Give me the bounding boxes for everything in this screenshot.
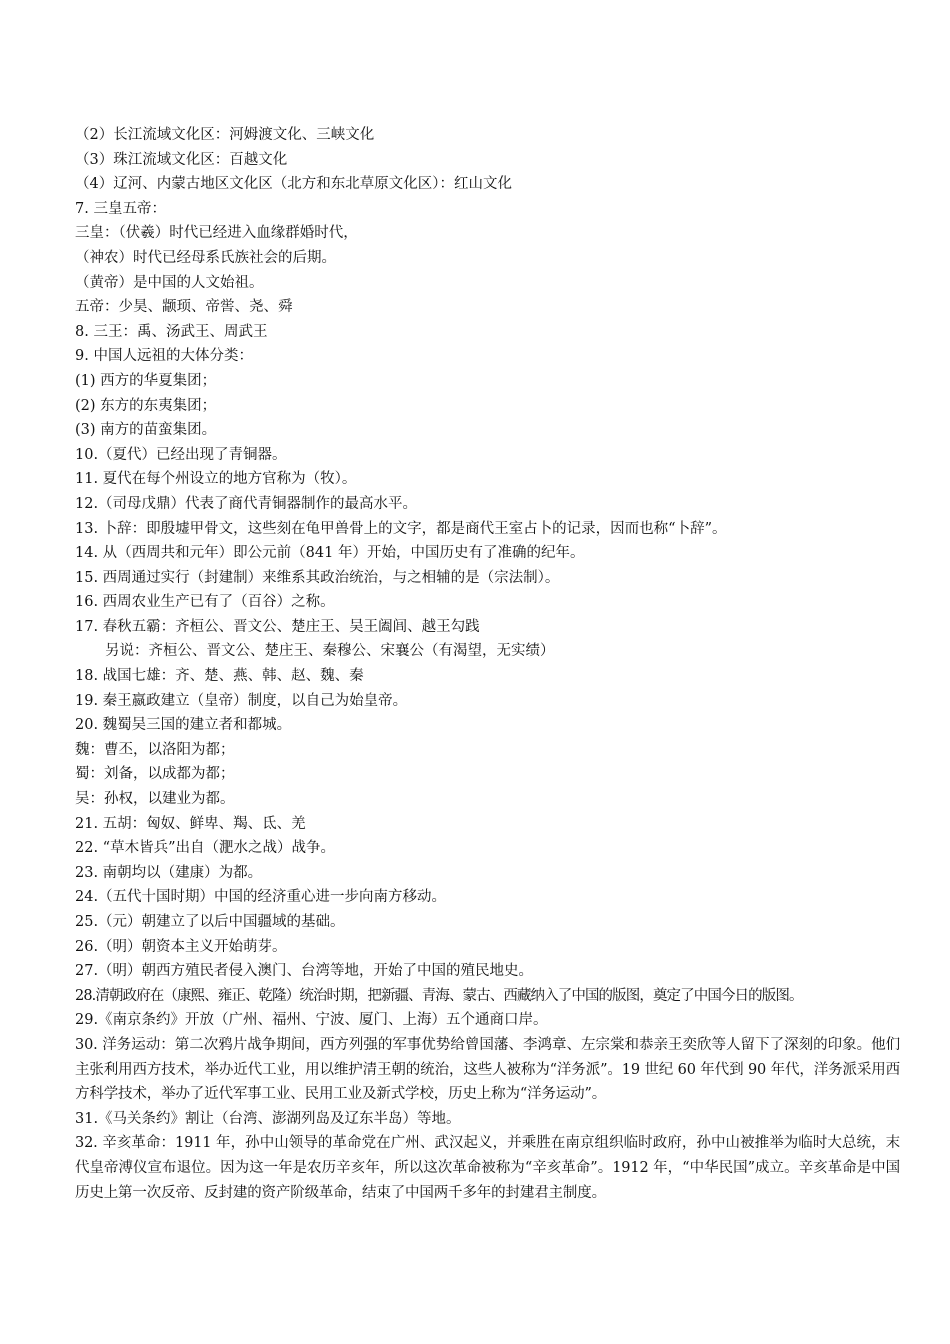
text-line-indented: 另说：齐桓公、晋文公、楚庄王、秦穆公、宋襄公（有渴望，无实绩）: [105, 643, 555, 660]
section-heading: 17. 春秋五霸：齐桓公、晋文公、楚庄王、吴王阖闾、越王勾践: [75, 618, 480, 635]
section-heading: 31.《马关条约》割让（台湾、澎湖列岛及辽东半岛）等地。: [75, 1110, 461, 1127]
text-line: （3）珠江流域文化区：百越文化: [75, 151, 288, 168]
list-item: (3) 南方的苗蛮集团。: [75, 422, 217, 439]
section-heading: 9. 中国人远祖的大体分类：: [75, 348, 253, 365]
section-heading: 14. 从（西周共和元年）即公元前（841 年）开始，中国历史有了准确的纪年。: [75, 545, 585, 562]
section-heading: 13. 卜辞：即殷墟甲骨文，这些刻在龟甲兽骨上的文字，都是商代王室占卜的记录，因而也称“卜辞”。: [75, 520, 727, 537]
document-page: [75, 123, 900, 1205]
text-line: 三皇：（伏羲）时代已经进入血缘群婚时代，: [75, 225, 358, 242]
section-heading: 16. 西周农业生产已有了（百谷）之称。: [75, 594, 335, 611]
section-heading: 25.（元）朝建立了以后中国疆域的基础。: [75, 914, 345, 930]
text-line: 五帝：少昊、颛顼、帝喾、尧、舜: [75, 299, 293, 316]
paragraph-xinhai-revolution: 32. 辛亥革命：1911 年，孙中山领导的革命党在广州、武汉起义，并乘胜在南京组织临时政府，孙中山被推举为临时大总统，末代皇帝溥仪宣布退位。因为这一年是农历辛亥年，所以这次革命被称为“辛亥革命”。1912 年，“中华民国”成立。辛亥革命是中国历史上第一次反帝、反封建的资产阶级革命，结束了中国两千多年的封建君主制度。: [75, 1135, 900, 1201]
section-heading: 10.（夏代）已经出现了青铜器。: [75, 446, 287, 463]
text-line: 吴：孙权，以建业为都。: [75, 791, 235, 808]
section-heading: 15. 西周通过实行（封建制）来维系其政治统治，与之相辅的是（宗法制）。: [75, 569, 560, 586]
section-heading: 11. 夏代在每个州设立的地方官称为（牧）。: [75, 471, 357, 488]
section-heading: 24.（五代十国时期）中国的经济重心进一步向南方移动。: [75, 889, 447, 906]
section-heading: 27.（明）朝西方殖民者侵入澳门、台湾等地，开始了中国的殖民地史。: [75, 963, 534, 980]
text-line: （4）辽河、内蒙古地区文化区（北方和东北草原文化区）：红山文化: [75, 176, 512, 193]
text-line: （2）长江流域文化区：河姆渡文化、三峡文化: [75, 127, 375, 143]
section-heading: 19. 秦王嬴政建立（皇帝）制度，以自己为始皇帝。: [75, 692, 408, 709]
list-item: (1) 西方的华夏集团；: [75, 372, 217, 389]
section-heading: 23. 南朝均以（建康）为都。: [75, 864, 263, 881]
text-line: （黄帝）是中国的人文始祖。: [75, 274, 264, 291]
list-item: (2) 东方的东夷集团；: [75, 397, 217, 414]
section-heading: 12.（司母戊鼎）代表了商代青铜器制作的最高水平。: [75, 495, 418, 512]
section-heading: 8. 三王：禹、汤武王、周武王: [75, 323, 268, 340]
section-heading: 22. “草木皆兵”出自（淝水之战）战争。: [75, 840, 335, 857]
text-line: （神农）时代已经母系氏族社会的后期。: [75, 249, 336, 266]
section-heading: 21. 五胡：匈奴、鲜卑、羯、氐、羌: [75, 815, 306, 832]
text-line: 蜀：刘备，以成都为都；: [75, 766, 235, 783]
section-heading: 18. 战国七雄：齐、楚、燕、韩、赵、魏、秦: [75, 668, 364, 685]
section-heading: 20. 魏蜀吴三国的建立者和都城。: [75, 717, 292, 734]
section-heading: 26.（明）朝资本主义开始萌芽。: [75, 938, 287, 955]
paragraph-westernization-movement: 30. 洋务运动：第二次鸦片战争期间，西方列强的军事优势给曾国藩、李鸿章、左宗棠和恭亲王奕欣等人留下了深刻的印象。他们主张利用西方技术，举办近代工业，用以维护清王朝的统治，这些人被称为“洋务派”。19 世纪 60 年代到 90 年代，洋务派采用西方科学技术，举办了近代军事工业、民用工业及新式学校，历史上称为“洋务运动”。: [75, 1036, 900, 1103]
section-heading: 28.清朝政府在（康熙、雍正、乾隆）统治时期，把新疆、青海、蒙古、西藏纳入了中国的版图，奠定了中国今日的版图。: [75, 987, 803, 1004]
text-line: 魏：曹丕，以洛阳为都；: [75, 741, 235, 758]
section-heading: 7. 三皇五帝：: [75, 200, 166, 217]
section-heading: 29.《南京条约》开放（广州、福州、宁波、厦门、上海）五个通商口岸。: [75, 1012, 548, 1029]
